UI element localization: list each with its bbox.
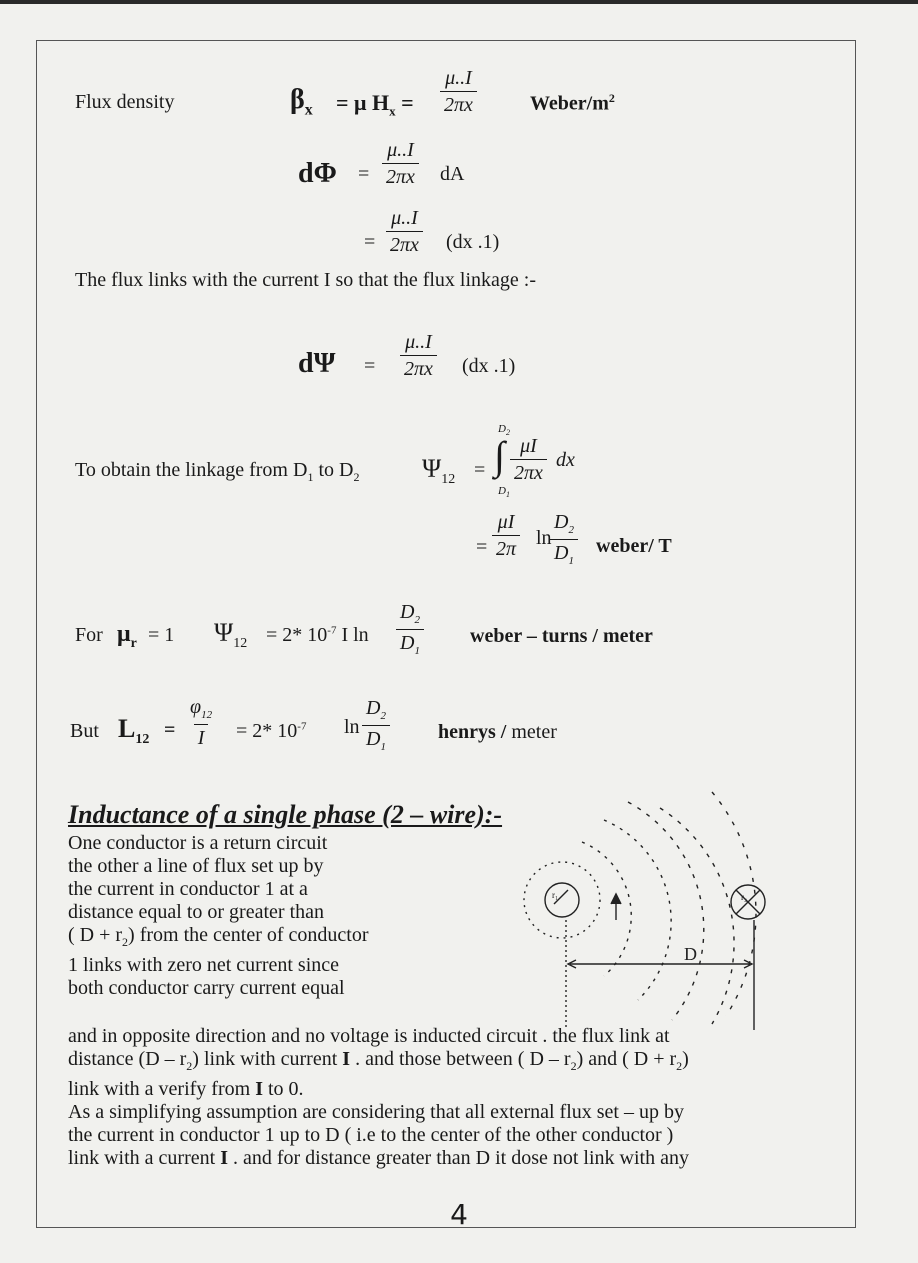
integral-fraction: $\frac{\mu I}{2\pi x}$ bbox=[510, 436, 547, 483]
integral-unit: weber/ T bbox=[596, 535, 672, 557]
narrow-line: the current in conductor 1 at a bbox=[68, 878, 308, 900]
but-label: But bbox=[70, 720, 99, 742]
narrow-line: distance equal to or greater than bbox=[68, 901, 324, 923]
wide-line: and in opposite direction and no voltage is inducted circuit . the flux link at bbox=[68, 1025, 670, 1047]
integral-sign: ∫ bbox=[494, 433, 505, 478]
l12-ln: ln bbox=[344, 716, 360, 738]
conductor-1-label: r₁ bbox=[552, 890, 559, 900]
wide-line: As a simplifying assumption are considering that all external flux set – up by bbox=[68, 1101, 684, 1123]
narrow-line: 1 links with zero net current since bbox=[68, 954, 340, 976]
integral-eq: = bbox=[474, 459, 486, 481]
conductor-2-label: r₂ bbox=[741, 892, 748, 902]
beta-symbol: $\beta_x$ bbox=[290, 84, 313, 119]
dphi-eq2: = bbox=[364, 231, 376, 253]
narrow-paragraph bbox=[68, 832, 369, 1000]
narrow-line: the other a line of flux set up by bbox=[68, 855, 324, 877]
integral-ln-fraction: $\frac{D_2}{D_1}$ bbox=[550, 512, 578, 567]
flux-arc bbox=[628, 802, 704, 1020]
dpsi-fraction: $\frac{\mu..I}{2\pi x}$ bbox=[400, 332, 437, 379]
linkage-sentence: The flux links with the current I so that the flux linkage :- bbox=[75, 269, 536, 291]
dpsi-dx: (dx .1) bbox=[462, 355, 516, 377]
wide-line: distance $(D - r_2)$ link with current I . and those between ( D – $r_2$) and ( $D + r_2$) bbox=[68, 1048, 689, 1073]
flux-fraction: $\frac{\mu..I}{2\pi x}$ bbox=[440, 68, 477, 115]
dphi-dx: (dx .1) bbox=[446, 231, 500, 253]
flux-density-label: Flux density bbox=[75, 91, 175, 113]
top-border bbox=[0, 0, 918, 4]
integral-eq2: = bbox=[476, 536, 488, 558]
flux-arc bbox=[660, 808, 734, 1024]
l12-eq: = bbox=[164, 719, 176, 741]
wide-line: the current in conductor 1 up to D ( i.e to the center of the other conductor ) bbox=[68, 1124, 674, 1146]
mur-eq: = 1 bbox=[148, 624, 175, 646]
l12-ln-fraction: $\frac{D_2}{D_1}$ bbox=[362, 698, 390, 753]
integral-ln: ln bbox=[536, 527, 552, 549]
for-unit: weber – turns / meter bbox=[470, 625, 653, 647]
flux-arc bbox=[604, 820, 671, 1000]
flux-unit: Weber/$m^2$ bbox=[530, 91, 615, 115]
for-ln-fraction: $\frac{D_2}{D_1}$ bbox=[396, 602, 424, 657]
l12-fraction: $\frac{\varphi_{12}}{I}$ bbox=[190, 696, 213, 749]
two-wire-flux-diagram bbox=[500, 780, 800, 1030]
integral-upper: $D_2$ bbox=[498, 423, 510, 438]
dphi-eq: = bbox=[358, 163, 370, 185]
for-label: For bbox=[75, 624, 103, 646]
wide-paragraph bbox=[68, 1025, 689, 1170]
integral-text: To obtain the linkage from $D_1$ to $D_2$ bbox=[75, 459, 360, 484]
page-number: 4 bbox=[450, 1198, 468, 1231]
integral-dx: dx bbox=[556, 449, 575, 471]
l12-expr: = 2* $10^{-7}$ bbox=[236, 720, 307, 742]
integral-lower: $D_1$ bbox=[498, 485, 510, 500]
mur-symbol: $\mu_r$ bbox=[117, 621, 137, 651]
flux-circle-inner bbox=[524, 862, 600, 938]
dpsi-lhs: dΨ bbox=[298, 348, 336, 379]
narrow-line: both conductor carry current equal bbox=[68, 977, 345, 999]
l12-symbol: $L_{12}$ bbox=[118, 714, 150, 748]
dpsi-eq: = bbox=[364, 355, 376, 377]
wide-line: link with a verify from I to 0. bbox=[68, 1078, 304, 1100]
psi12-symbol: $\Psi_{12}$ bbox=[422, 454, 456, 488]
for-psi12: $\Psi_{12}$ bbox=[214, 618, 248, 652]
integral-fraction-2: $\frac{\mu I}{2\pi}$ bbox=[492, 512, 520, 559]
wide-line: link with a current I . and for distance greater than D it dose not link with any bbox=[68, 1147, 689, 1169]
section-heading: Inductance of a single phase (2 – wire):- bbox=[68, 800, 503, 829]
conductor-1-circle bbox=[545, 883, 579, 917]
flux-direction-head bbox=[611, 894, 621, 904]
l12-unit: henrys / meter bbox=[438, 721, 557, 743]
for-expr: = 2* $10^{-7}$ I ln bbox=[266, 624, 369, 646]
narrow-line: ( $D + r_2$) from the center of conductor bbox=[68, 924, 369, 949]
distance-label: D bbox=[684, 944, 697, 964]
narrow-line: One conductor is a return circuit bbox=[68, 832, 328, 854]
dphi-fraction-2: $\frac{\mu..I}{2\pi x}$ bbox=[386, 208, 423, 255]
dphi-fraction: $\frac{\mu..I}{2\pi x}$ bbox=[382, 140, 419, 187]
flux-eq1: = μ $H_x$ = bbox=[336, 90, 414, 119]
flux-arc bbox=[582, 842, 631, 976]
dphi-da: dA bbox=[440, 163, 465, 185]
dphi-lhs: dΦ bbox=[298, 158, 337, 189]
